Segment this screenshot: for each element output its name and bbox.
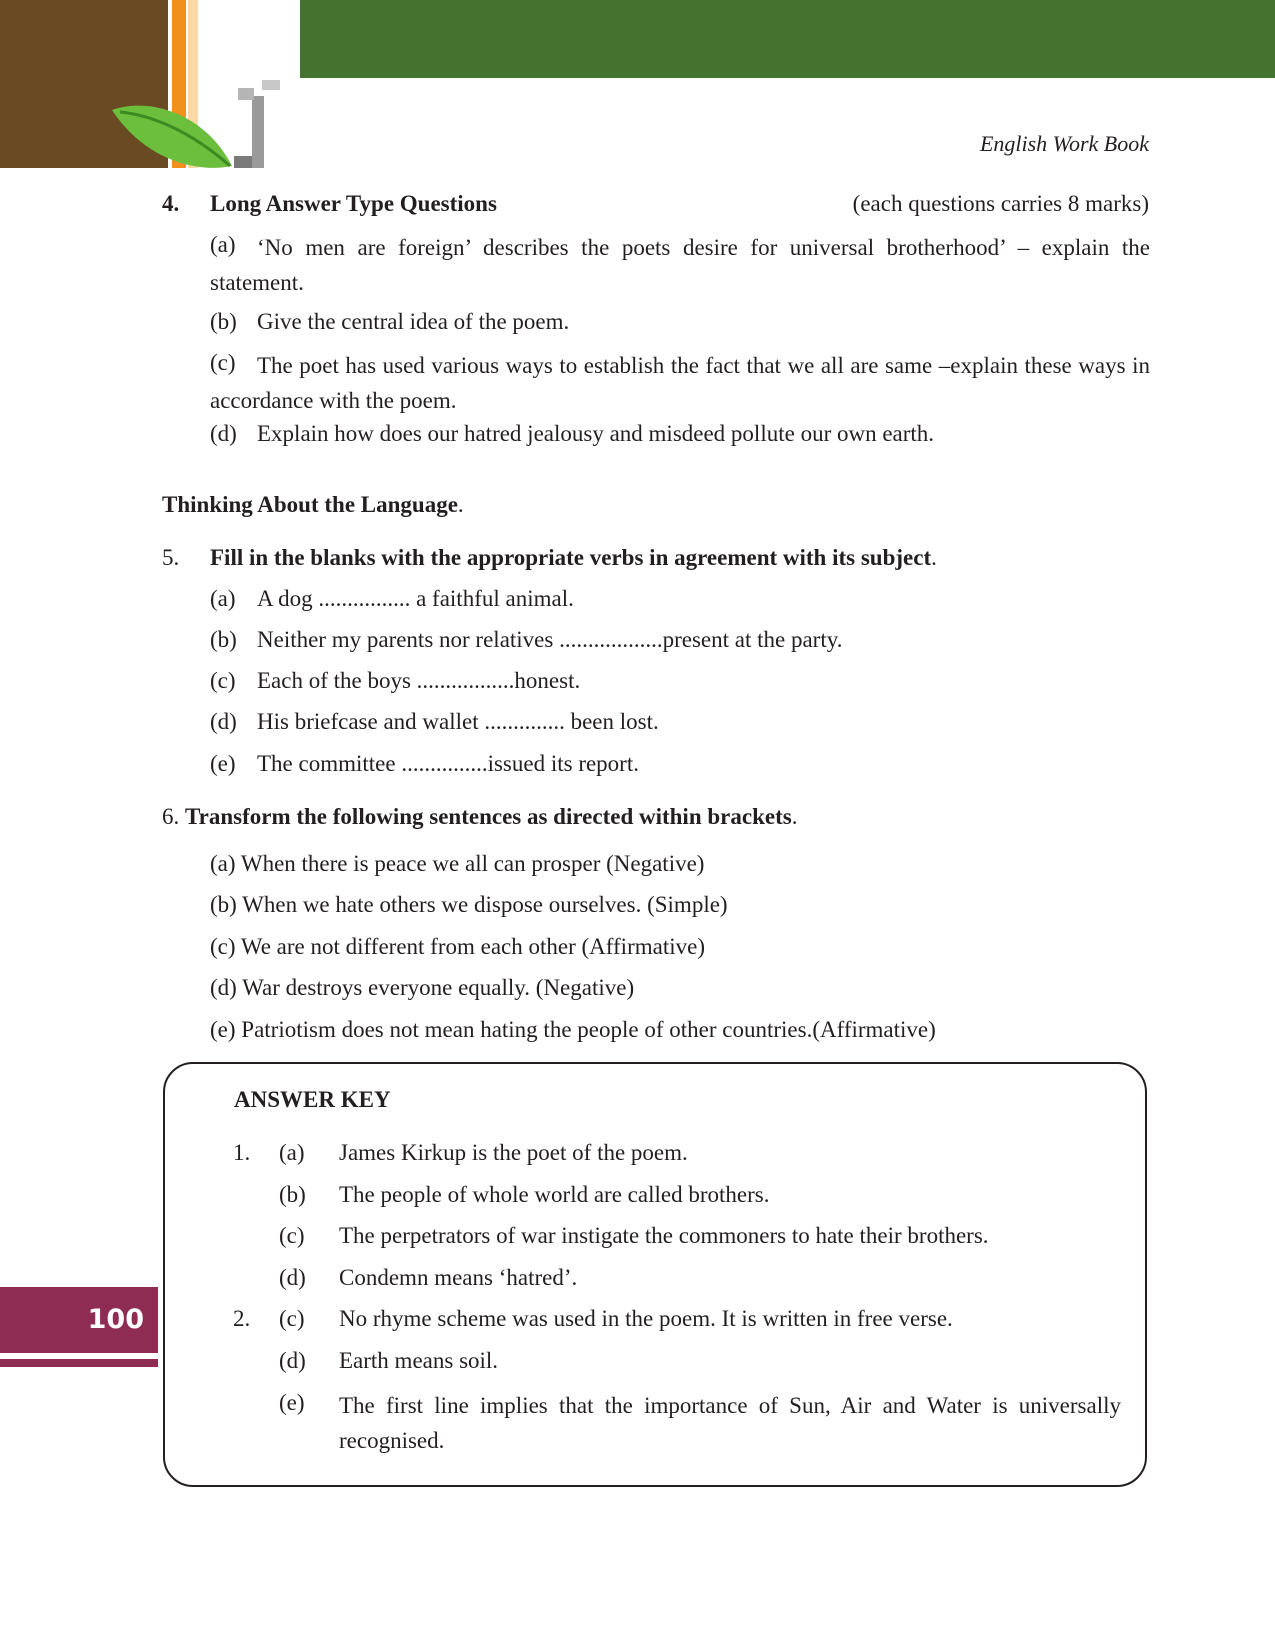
q4-marks: (each questions carries 8 marks) (852, 191, 1149, 216)
q6-item-e: (e) Patriotism does not mean hating the people of other countries.(Affirmative) (210, 1017, 936, 1042)
q5-b-label: (b) (210, 627, 237, 652)
ak-1-num: 1. (233, 1140, 251, 1165)
q5-d-text: His briefcase and wallet .............. been lost. (257, 709, 659, 734)
q5-title: Fill in the blanks with the appropriate verbs in agreement with its subject (210, 545, 932, 570)
q4-d-label: (d) (210, 421, 237, 446)
q5-b-text: Neither my parents nor relatives ..................present at the party. (257, 627, 843, 652)
language-heading: Thinking About the Language (162, 492, 458, 517)
q5-d-label: (d) (210, 709, 237, 734)
q4-number: 4. (162, 191, 180, 216)
sprout-icon (228, 78, 288, 173)
ak-2d-label: (d) (279, 1348, 306, 1373)
q6-item-b: (b) When we hate others we dispose ourselves. (Simple) (210, 892, 728, 917)
ak-2-num: 2. (233, 1306, 251, 1331)
q6-title-period: . (791, 804, 798, 829)
ak-2c-label: (c) (279, 1306, 305, 1331)
q5-title-period: . (931, 545, 937, 570)
q6-title-line (162, 802, 797, 832)
header-green-band (300, 0, 1275, 78)
ak-1a-text: James Kirkup is the poet of the poem. (339, 1140, 688, 1165)
q4-b-text: Give the central idea of the poem. (257, 309, 570, 334)
q5-a-text: A dog ................ a faithful animal. (257, 586, 574, 611)
q6-item-c: (c) We are not different from each other (Affirmative) (210, 934, 705, 959)
language-heading-period: . (457, 492, 464, 517)
q5-a-label: (a) (210, 586, 236, 611)
ak-1b-label: (b) (279, 1182, 306, 1207)
q4-a-text: ‘No men are foreign’ describes the poets desire for universal brotherhood’ – explain the statement. (210, 235, 1150, 295)
q5-number: 5. (162, 545, 180, 570)
ak-1c-text: The perpetrators of war instigate the commoners to hate their brothers. (339, 1223, 989, 1248)
ak-2e-label: (e) (279, 1390, 305, 1415)
ak-1c-label: (c) (279, 1223, 305, 1248)
q4-d-text: Explain how does our hatred jealousy and misdeed pollute our own earth. (257, 421, 935, 446)
ak-2e-text: The first line implies that the importance of Sun, Air and Water is universally recognised. (339, 1393, 1121, 1453)
running-head: English Work Book (979, 131, 1149, 156)
ak-1d-text: Condemn means ‘hatred’. (339, 1265, 578, 1290)
q4-a-label: (a) (210, 232, 236, 257)
language-heading-line (162, 490, 464, 520)
q5-c-label: (c) (210, 668, 236, 693)
q6-item-d: (d) War destroys everyone equally. (Negative) (210, 975, 635, 1000)
q4-title: Long Answer Type Questions (210, 191, 497, 216)
q6-number: 6. (162, 804, 180, 829)
q6-item-a: (a) When there is peace we all can prosper (Negative) (210, 851, 705, 876)
ak-2c-text: No rhyme scheme was used in the poem. It is written in free verse. (339, 1306, 953, 1331)
q5-title-line (210, 543, 937, 573)
ak-2d-text: Earth means soil. (339, 1348, 499, 1373)
q4-b-label: (b) (210, 309, 237, 334)
page-number-rule (0, 1359, 158, 1367)
ak-1a-label: (a) (279, 1140, 305, 1165)
q5-e-text: The committee ...............issued its report. (257, 751, 639, 776)
page-number: 100 (0, 1287, 158, 1353)
ak-1d-label: (d) (279, 1265, 306, 1290)
q4-c-label: (c) (210, 350, 236, 375)
q4-c-text: The poet has used various ways to establish the fact that we all are same –explain these ways in accordance with the poem. (210, 353, 1150, 413)
q5-e-label: (e) (210, 751, 236, 776)
ak-1b-text: The people of whole world are called brothers. (339, 1182, 770, 1207)
q6-title: Transform the following sentences as directed within brackets (185, 804, 792, 829)
answer-key-title: ANSWER KEY (234, 1087, 391, 1112)
q5-c-text: Each of the boys .................honest. (257, 668, 581, 693)
